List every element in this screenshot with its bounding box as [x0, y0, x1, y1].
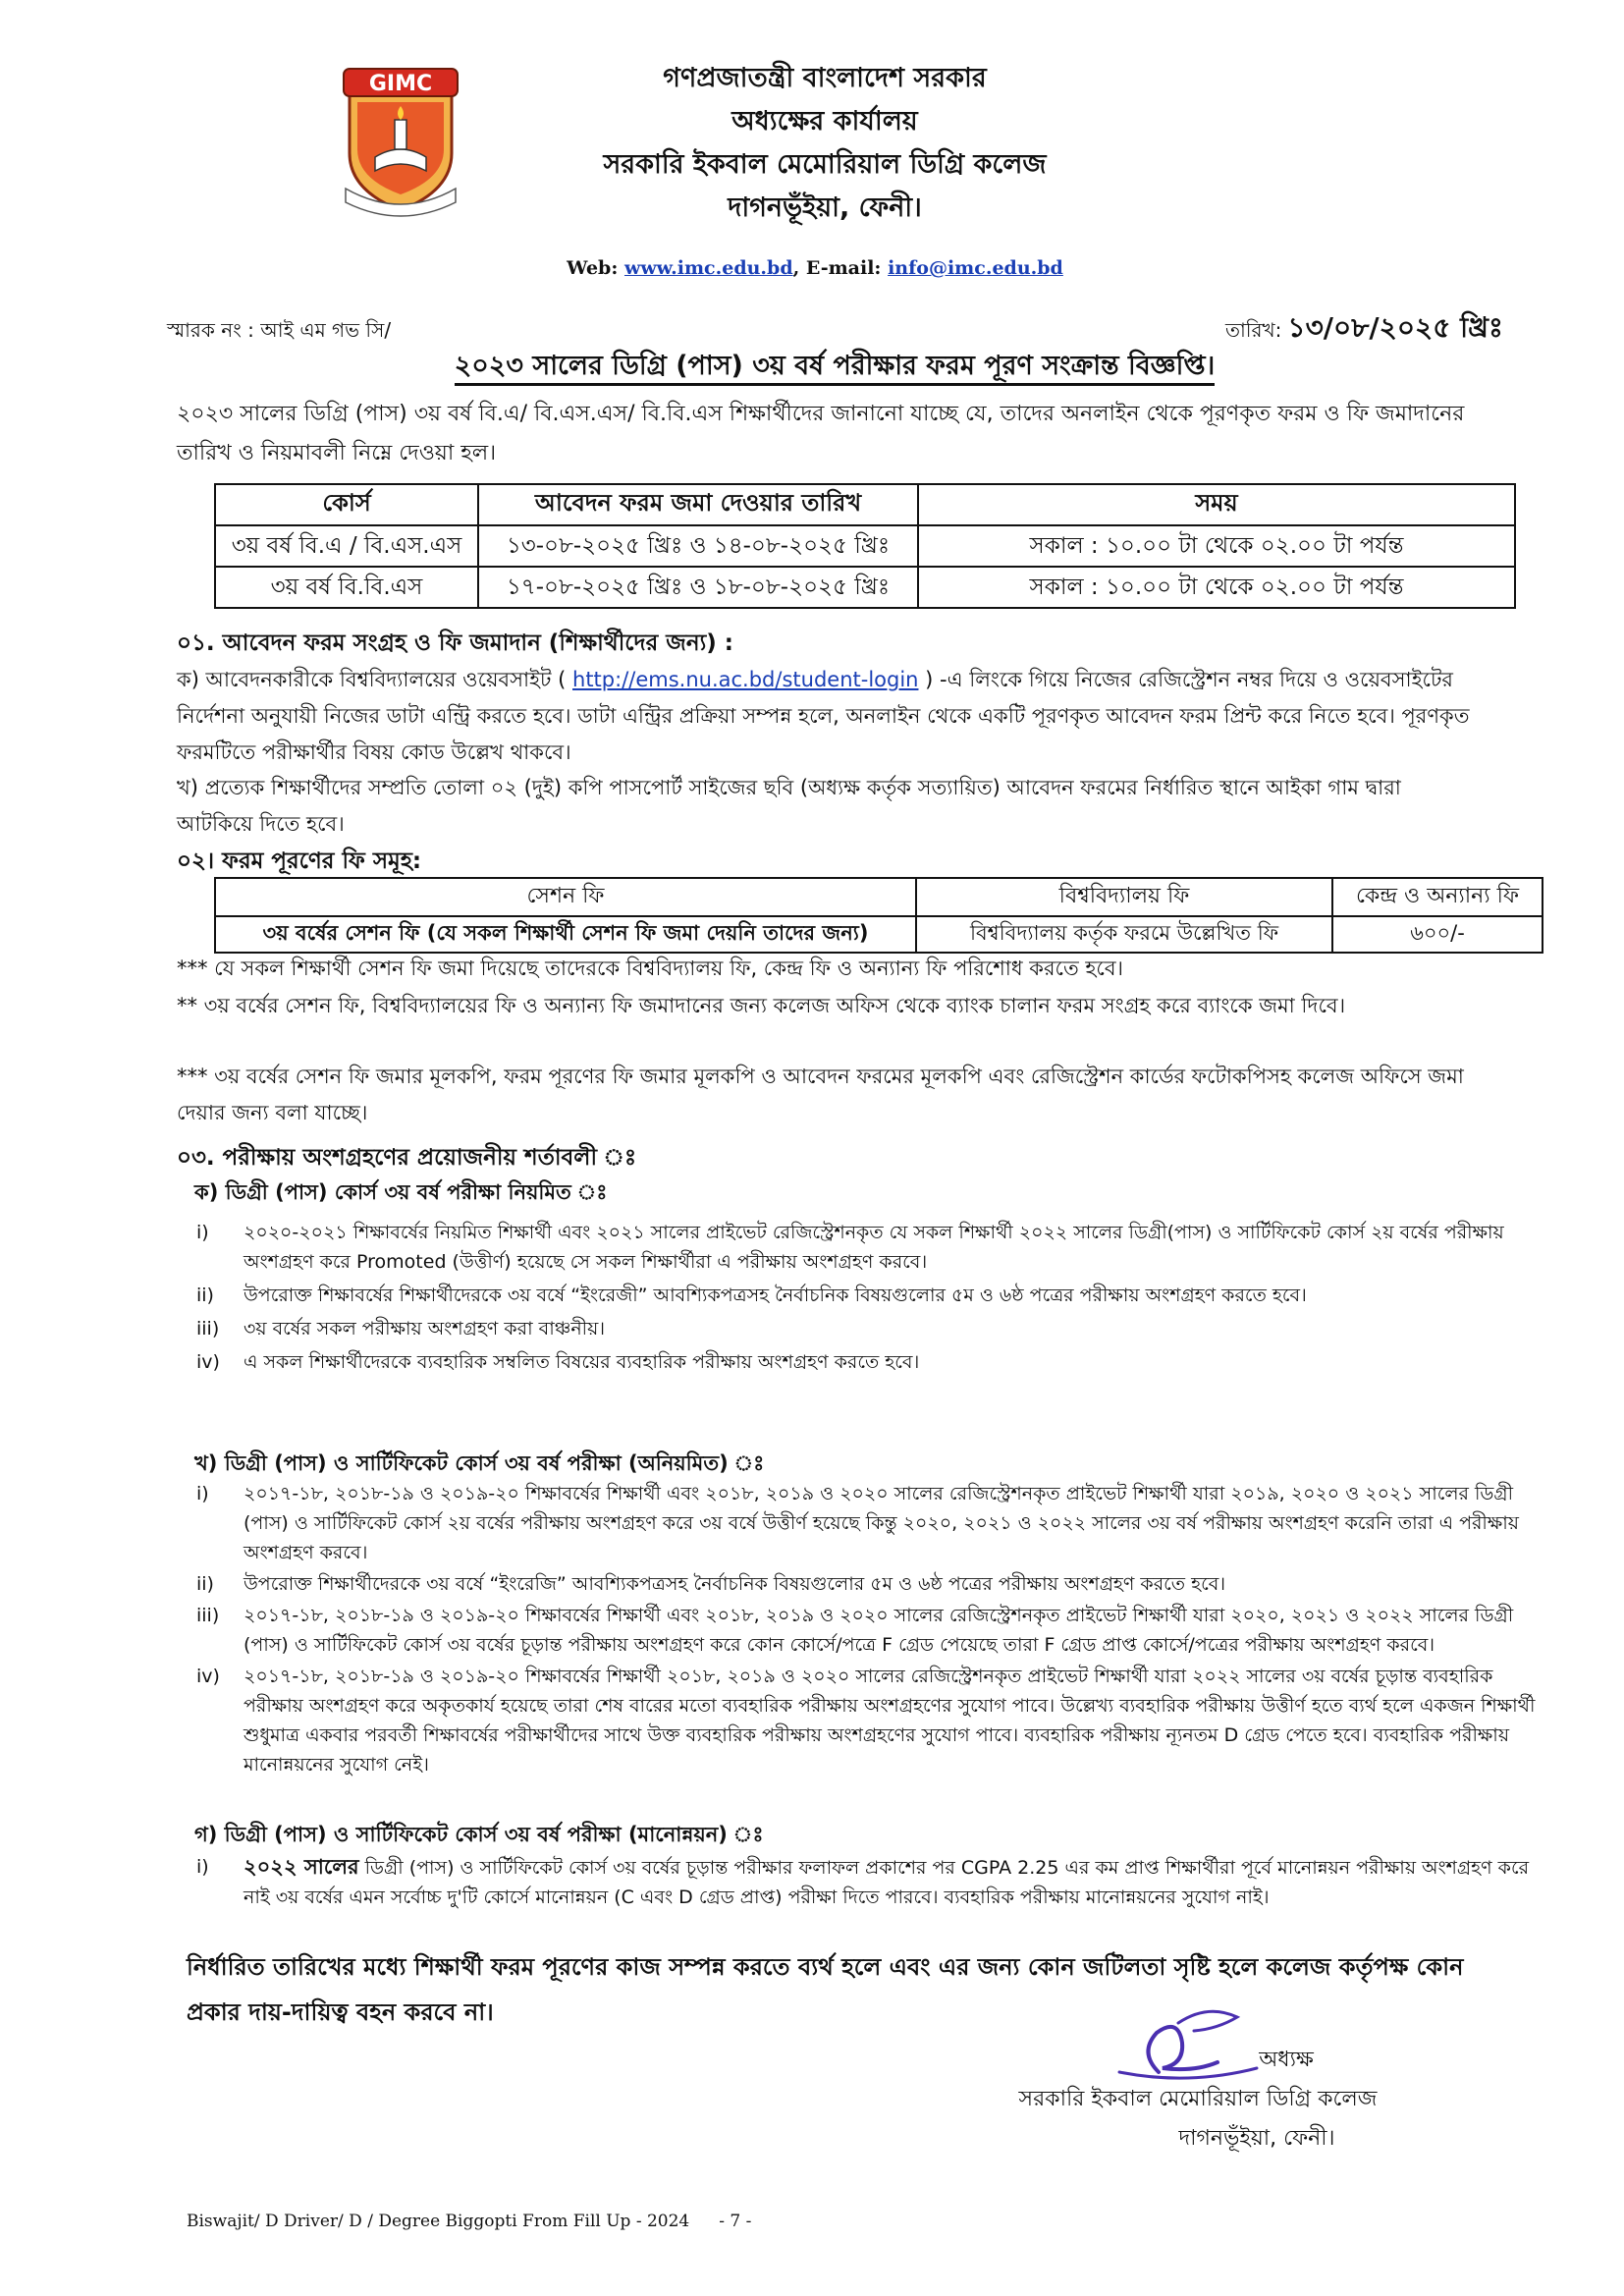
time-cell: সকাল : ১০.০০ টা থেকে ০২.০০ টা পর্যন্ত: [918, 525, 1515, 567]
item-a-prefix: ক) আবেদনকারীকে বিশ্ববিদ্যালয়ের ওয়েবসাইট (: [177, 668, 567, 691]
table-row: [215, 916, 1543, 953]
email-link[interactable]: info@imc.edu.bd: [888, 257, 1063, 279]
list-item: [196, 1601, 1551, 1660]
table-row: [215, 525, 1515, 567]
schedule-header-row: [215, 484, 1515, 525]
notice-subject: [196, 346, 1473, 390]
contact-line: [393, 257, 1237, 279]
website-link[interactable]: www.imc.edu.bd: [623, 257, 793, 279]
email-label: , E-mail:: [792, 257, 882, 279]
item-text: ৩য় বর্ষের সকল পরীক্ষায় অংশগ্রহণ করা বাঞ্চনীয়।: [244, 1318, 606, 1339]
fees-header-row: [215, 878, 1543, 916]
item-number: ii): [196, 1573, 214, 1595]
item-number: i): [196, 1483, 209, 1504]
regular-items: [196, 1218, 1551, 1377]
item-number: iii): [196, 1605, 220, 1626]
item-number: iii): [196, 1318, 220, 1339]
course-cell: ৩য় বর্ষ বি.বি.এস: [215, 567, 478, 608]
item-number: iv): [196, 1351, 220, 1373]
schedule-table: [214, 483, 1516, 609]
list-item: [196, 1852, 1551, 1912]
list-item: [196, 1479, 1551, 1567]
header-location: দাগনভূঁইয়া, ফেনী।: [728, 192, 922, 223]
item-text: ডিগ্রী (পাস) ও সার্টিফিকেট কোর্স ৩য় বর্ষের চূড়ান্ত পরীক্ষার ফলাফল প্রকাশের পর CGPA 2.25 এর কম প্রাপ্ত শিক্ষার্থীরা পূর্বে মানোন্নয়ন পরীক্ষায় অংশগ্রহণ করে নাই ৩য় বর্ষের এমন সর্বোচ্চ দু'টি কোর্সে মানোন্নয়ন (C এবং D গ্রেড প্রাপ্ত) পরীক্ষা দিতে পারবে। ব্যবহারিক পরীক্ষায় মানোন্নয়নের সুযোগ নাই।: [244, 1857, 1530, 1908]
final-disclaimer: নির্ধারিত তারিখের মধ্যে শিক্ষার্থী ফরম পূরণের কাজ সম্পন্ন করতে ব্যর্থ হলে এবং এর জন্য কোন জটিলতা সৃষ্টি হলে কলেজ কর্তৃপক্ষ কোন প্রকার দায়-দায়িত্ব বহন করবে না।: [187, 1953, 1464, 2026]
university-fee-cell: বিশ্ববিদ্যালয় কর্তৃক ফরমে উল্লেখিত ফি: [916, 916, 1332, 953]
item-number: i): [196, 1856, 209, 1878]
svg-text:GIMC: GIMC: [368, 72, 433, 96]
list-item: [196, 1662, 1551, 1779]
file-footer: [187, 2212, 751, 2231]
table-row: [215, 567, 1515, 608]
section1-item-a: [177, 662, 1483, 771]
page-number: - 7 -: [719, 2212, 752, 2231]
col-time: সময়: [918, 484, 1515, 525]
fee-note-3: *** ৩য় বর্ষের সেশন ফি জমার মূলকপি, ফরম পূরণের ফি জমার মূলকপি ও আবেদন ফরমের মূলকপি এবং রেজিস্ট্রেশন কার্ডের ফটোকপিসহ কলেজ অফিসে জমা দেয়ার জন্য বলা যাচ্ছে।: [177, 1065, 1464, 1124]
date-value: ১৩/০৮/২০২৫ খ্রিঃ: [1287, 311, 1503, 344]
time-cell: সকাল : ১০.০০ টা থেকে ০২.০০ টা পর্যন্ত: [918, 567, 1515, 608]
center-fee-cell: ৬০০/-: [1332, 916, 1543, 953]
course-cell: ৩য় বর্ষ বি.এ / বি.এস.এস: [215, 525, 478, 567]
signatory-title: অধ্যক্ষ: [1259, 2048, 1314, 2072]
section1-item-b: খ) প্রত্যেক শিক্ষার্থীদের সম্প্রতি তোলা ০২ (দুই) কপি পাসপোর্ট সাইজের ছবি (অধ্যক্ষ কর্তৃক সত্যায়িত) আবেদন ফরমের নির্ধারিত স্থানে আইকা গাম দ্বারা আটকিয়ে দিতে হবে।: [177, 776, 1401, 836]
improvement-subsection-title: গ) ডিগ্রী (পাস) ও সার্টিফিকেট কোর্স ৩য় বর্ষ পরীক্ষা (মানোন্নয়ন) ঃ: [194, 1823, 764, 1846]
intro-paragraph: ২০২৩ সালের ডিগ্রি (পাস) ৩য় বর্ষ বি.এ/ বি.এস.এস/ বি.বি.এস শিক্ষার্থীদের জানানো যাচ্ছে যে, তাদের অনলাইন থেকে পূরণকৃত ফরম ও ফি জমাদানের তারিখ ও নিয়মাবলী নিম্নে দেওয়া হল।: [177, 402, 1465, 465]
list-item: [196, 1218, 1551, 1277]
item-text: উপরোক্ত শিক্ষাবর্ষের শিক্ষার্থীদেরকে ৩য় বর্ষে “ইংরেজী” আবশ্যিকপত্রসহ নৈর্বাচনিক বিষয়গুলোর ৫ম ও ৬ষ্ঠ পত্রের পরীক্ষায় অংশগ্রহণ করতে হবে।: [244, 1285, 1307, 1306]
list-item: [196, 1314, 1551, 1343]
signatory-place: দাগনভূঁইয়া, ফেনী।: [1178, 2126, 1335, 2151]
list-item: [196, 1281, 1551, 1310]
col-dates: আবেদন ফরম জমা দেওয়ার তারিখ: [478, 484, 918, 525]
date-label: তারিখ:: [1225, 318, 1282, 342]
signatory-org: সরকারি ইকবাল মেমোরিয়াল ডিগ্রি কলেজ: [1018, 2087, 1378, 2111]
item-text: ২০১৭-১৮, ২০১৮-১৯ ও ২০১৯-২০ শিক্ষাবর্ষের শিক্ষার্থী ২০১৮, ২০১৯ ও ২০২০ সালের রেজিস্ট্রেশনকৃত প্রাইভেট শিক্ষার্থী যারা ২০২২ সালের ৩য় বর্ষের চূড়ান্ত ব্যবহারিক পরীক্ষায় অংশগ্রহণ করে অকৃতকার্য হয়েছে তারা শেষ বারের মতো ব্যবহারিক পরীক্ষায় অংশগ্রহণের সুযোগ পাবে। উল্লেখ্য ব্যবহারিক পরীক্ষায় উত্তীর্ণ হতে ব্যর্থ হলে একজন শিক্ষার্থী শুধুমাত্র একবার পরবর্তী শিক্ষাবর্ষের পরীক্ষার্থীদের সাথে উক্ত ব্যবহারিক পরীক্ষায় অংশগ্রহণের সুযোগ পাবে। ব্যবহারিক পরীক্ষায় ন্যূনতম D গ্রেড পেতে হবে। ব্যবহারিক পরীক্ষায় মানোন্নয়নের সুযোগ নেই।: [244, 1666, 1536, 1776]
dates-cell: ১৭-০৮-২০২৫ খ্রিঃ ও ১৮-০৮-২০২৫ খ্রিঃ: [478, 567, 918, 608]
irregular-items: [196, 1479, 1551, 1779]
section1-title: ০১. আবেদন ফরম সংগ্রহ ও ফি জমাদান (শিক্ষার্থীদের জন্য) :: [177, 630, 733, 656]
header-government: গণপ্রজাতন্ত্রী বাংলাদেশ সরকার: [663, 63, 987, 93]
office-header: [511, 57, 1139, 230]
fee-note-2: ** ৩য় বর্ষের সেশন ফি, বিশ্ববিদ্যালয়ের ফি ও অন্যান্য ফি জমাদানের জন্য কলেজ অফিস থেকে ব্যাংক চালান ফরম সংগ্রহ করে ব্যাংকে জমা দিবে।: [177, 994, 1346, 1017]
memo-number: স্মারক নং : আই এম গভ সি/: [167, 318, 392, 342]
col-session-fee: সেশন ফি: [215, 878, 916, 916]
ems-login-link[interactable]: http://ems.nu.ac.bd/student-login: [572, 668, 919, 691]
dates-cell: ১৩-০৮-২০২৫ খ্রিঃ ও ১৪-০৮-২০২৫ খ্রিঃ: [478, 525, 918, 567]
fees-table: [214, 877, 1543, 954]
list-item: [196, 1347, 1551, 1377]
item-text: ২০১৭-১৮, ২০১৮-১৯ ও ২০১৯-২০ শিক্ষাবর্ষের শিক্ষার্থী এবং ২০১৮, ২০১৯ ও ২০২০ সালের রেজিস্ট্রেশনকৃত প্রাইভেট শিক্ষার্থী যারা ২০২০, ২০২১ ও ২০২২ সালের ডিগ্রী (পাস) ও সার্টিফিকেট কোর্স ৩য় বর্ষের চূড়ান্ত পরীক্ষায় অংশগ্রহণ করে কোন কোর্সে/পত্রে F গ্রেড পেয়েছে তারা F গ্রেড প্রাপ্ত কোর্সে/পত্রের পরীক্ষায় অংশগ্রহণ করবে।: [244, 1605, 1514, 1656]
col-center-fee: কেন্দ্র ও অন্যান্য ফি: [1332, 878, 1543, 916]
header-college: সরকারি ইকবাল মেমোরিয়াল ডিগ্রি কলেজ: [603, 149, 1047, 180]
item-number: iv): [196, 1666, 220, 1687]
item-number: i): [196, 1222, 209, 1243]
item-bold-text: ২০২২ সালের: [244, 1855, 359, 1879]
item-text: ২০২০-২০২১ শিক্ষাবর্ষের নিয়মিত শিক্ষার্থী এবং ২০২১ সালের প্রাইভেট রেজিস্ট্রেশনকৃত যে সকল শিক্ষার্থী ২০২২ সালের ডিগ্রী(পাস) ও সার্টিফিকেট কোর্স ২য় বর্ষের পরীক্ষায় অংশগ্রহণ করে Promoted (উত্তীর্ণ) হয়েছে সে সকল শিক্ষার্থীরা এ পরীক্ষায় অংশগ্রহণ করবে।: [244, 1222, 1504, 1273]
web-label: Web:: [567, 257, 619, 279]
regular-subsection-title: ক) ডিগ্রী (পাস) কোর্স ৩য় বর্ষ পরীক্ষা নিয়মিত ঃ: [194, 1180, 608, 1204]
item-text: এ সকল শিক্ষার্থীদেরকে ব্যবহারিক সম্বলিত বিষয়ের ব্যবহারিক পরীক্ষায় অংশগ্রহণ করতে হবে।: [244, 1351, 920, 1373]
subject-text: ২০২৩ সালের ডিগ্রি (পাস) ৩য় বর্ষ পরীক্ষার ফরম পূরণ সংক্রান্ত বিজ্ঞপ্তি।: [455, 351, 1215, 386]
col-course: কোর্স: [215, 484, 478, 525]
item-body: [244, 1852, 1551, 1912]
fee-note-1: *** যে সকল শিক্ষার্থী সেশন ফি জমা দিয়েছে তাদেরকে বিশ্ববিদ্যালয় ফি, কেন্দ্র ফি ও অন্যান্য ফি পরিশোধ করতে হবে।: [177, 957, 1124, 980]
col-university-fee: বিশ্ববিদ্যালয় ফি: [916, 878, 1332, 916]
college-logo: [336, 63, 465, 220]
item-a-suffix: ) -এ লিংকে গিয়ে নিজের রেজিস্ট্রেশন নম্বর দিয়ে ও ওয়েবসাইটের নির্দেশনা অনুযায়ী নিজের ডাটা এন্ট্রি করতে হবে। ডাটা এন্ট্রির প্রক্রিয়া সম্পন্ন হলে, অনলাইন থেকে একটি পূরণকৃত আবেদন ফরম প্রিন্ট করে নিতে হবে। পূরণকৃত ফরমটিতে পরীক্ষার্থীর বিষয় কোড উল্লেখ থাকবে।: [177, 668, 1470, 764]
list-item: [196, 1569, 1551, 1599]
section2-title: ০২। ফরম পূরণের ফি সমূহ:: [177, 848, 422, 874]
item-text: উপরোক্ত শিক্ষার্থীদেরকে ৩য় বর্ষে “ইংরেজি” আবশ্যিকপত্রসহ নৈর্বাচনিক বিষয়গুলোর ৫ম ও ৬ষ্ঠ পত্রের পরীক্ষায় অংশগ্রহণ করতে হবে।: [244, 1573, 1226, 1595]
header-office: অধ্যক্ষের কার্যালয়: [731, 106, 918, 137]
improvement-items: [196, 1852, 1551, 1912]
item-text: ২০১৭-১৮, ২০১৮-১৯ ও ২০১৯-২০ শিক্ষাবর্ষের শিক্ষার্থী এবং ২০১৮, ২০১৯ ও ২০২০ সালের রেজিস্ট্রেশনকৃত প্রাইভেট শিক্ষার্থী যারা ২০১৯, ২০২০ ও ২০২১ সালের ডিগ্রী (পাস) ও সার্টিফিকেট কোর্স ২য় বর্ষের পরীক্ষায় অংশগ্রহণ করে ৩য় বর্ষে উত্তীর্ণ হয়েছে কিন্তু ২০২০, ২০২১ ও ২০২২ সালের ৩য় বর্ষ পরীক্ষায় অংশগ্রহণ করেনি তারা এ পরীক্ষায় অংশগ্রহণ করবে।: [244, 1483, 1519, 1563]
item-number: ii): [196, 1285, 214, 1306]
session-fee-cell: ৩য় বর্ষের সেশন ফি (যে সকল শিক্ষার্থী সেশন ফি জমা দেয়নি তাদের জন্য): [215, 916, 916, 953]
footer-path: Biswajit/ D Driver/ D / Degree Biggopti From Fill Up - 2024: [187, 2212, 690, 2231]
signature-block: [943, 2041, 1453, 2159]
section3-title: ০৩. পরীক্ষায় অংশগ্রহণের প্রয়োজনীয় শর্তাবলী ঃ: [177, 1145, 637, 1171]
irregular-subsection-title: খ) ডিগ্রী (পাস) ও সার্টিফিকেট কোর্স ৩য় বর্ষ পরীক্ষা (অনিয়মিত) ঃ: [194, 1451, 765, 1475]
